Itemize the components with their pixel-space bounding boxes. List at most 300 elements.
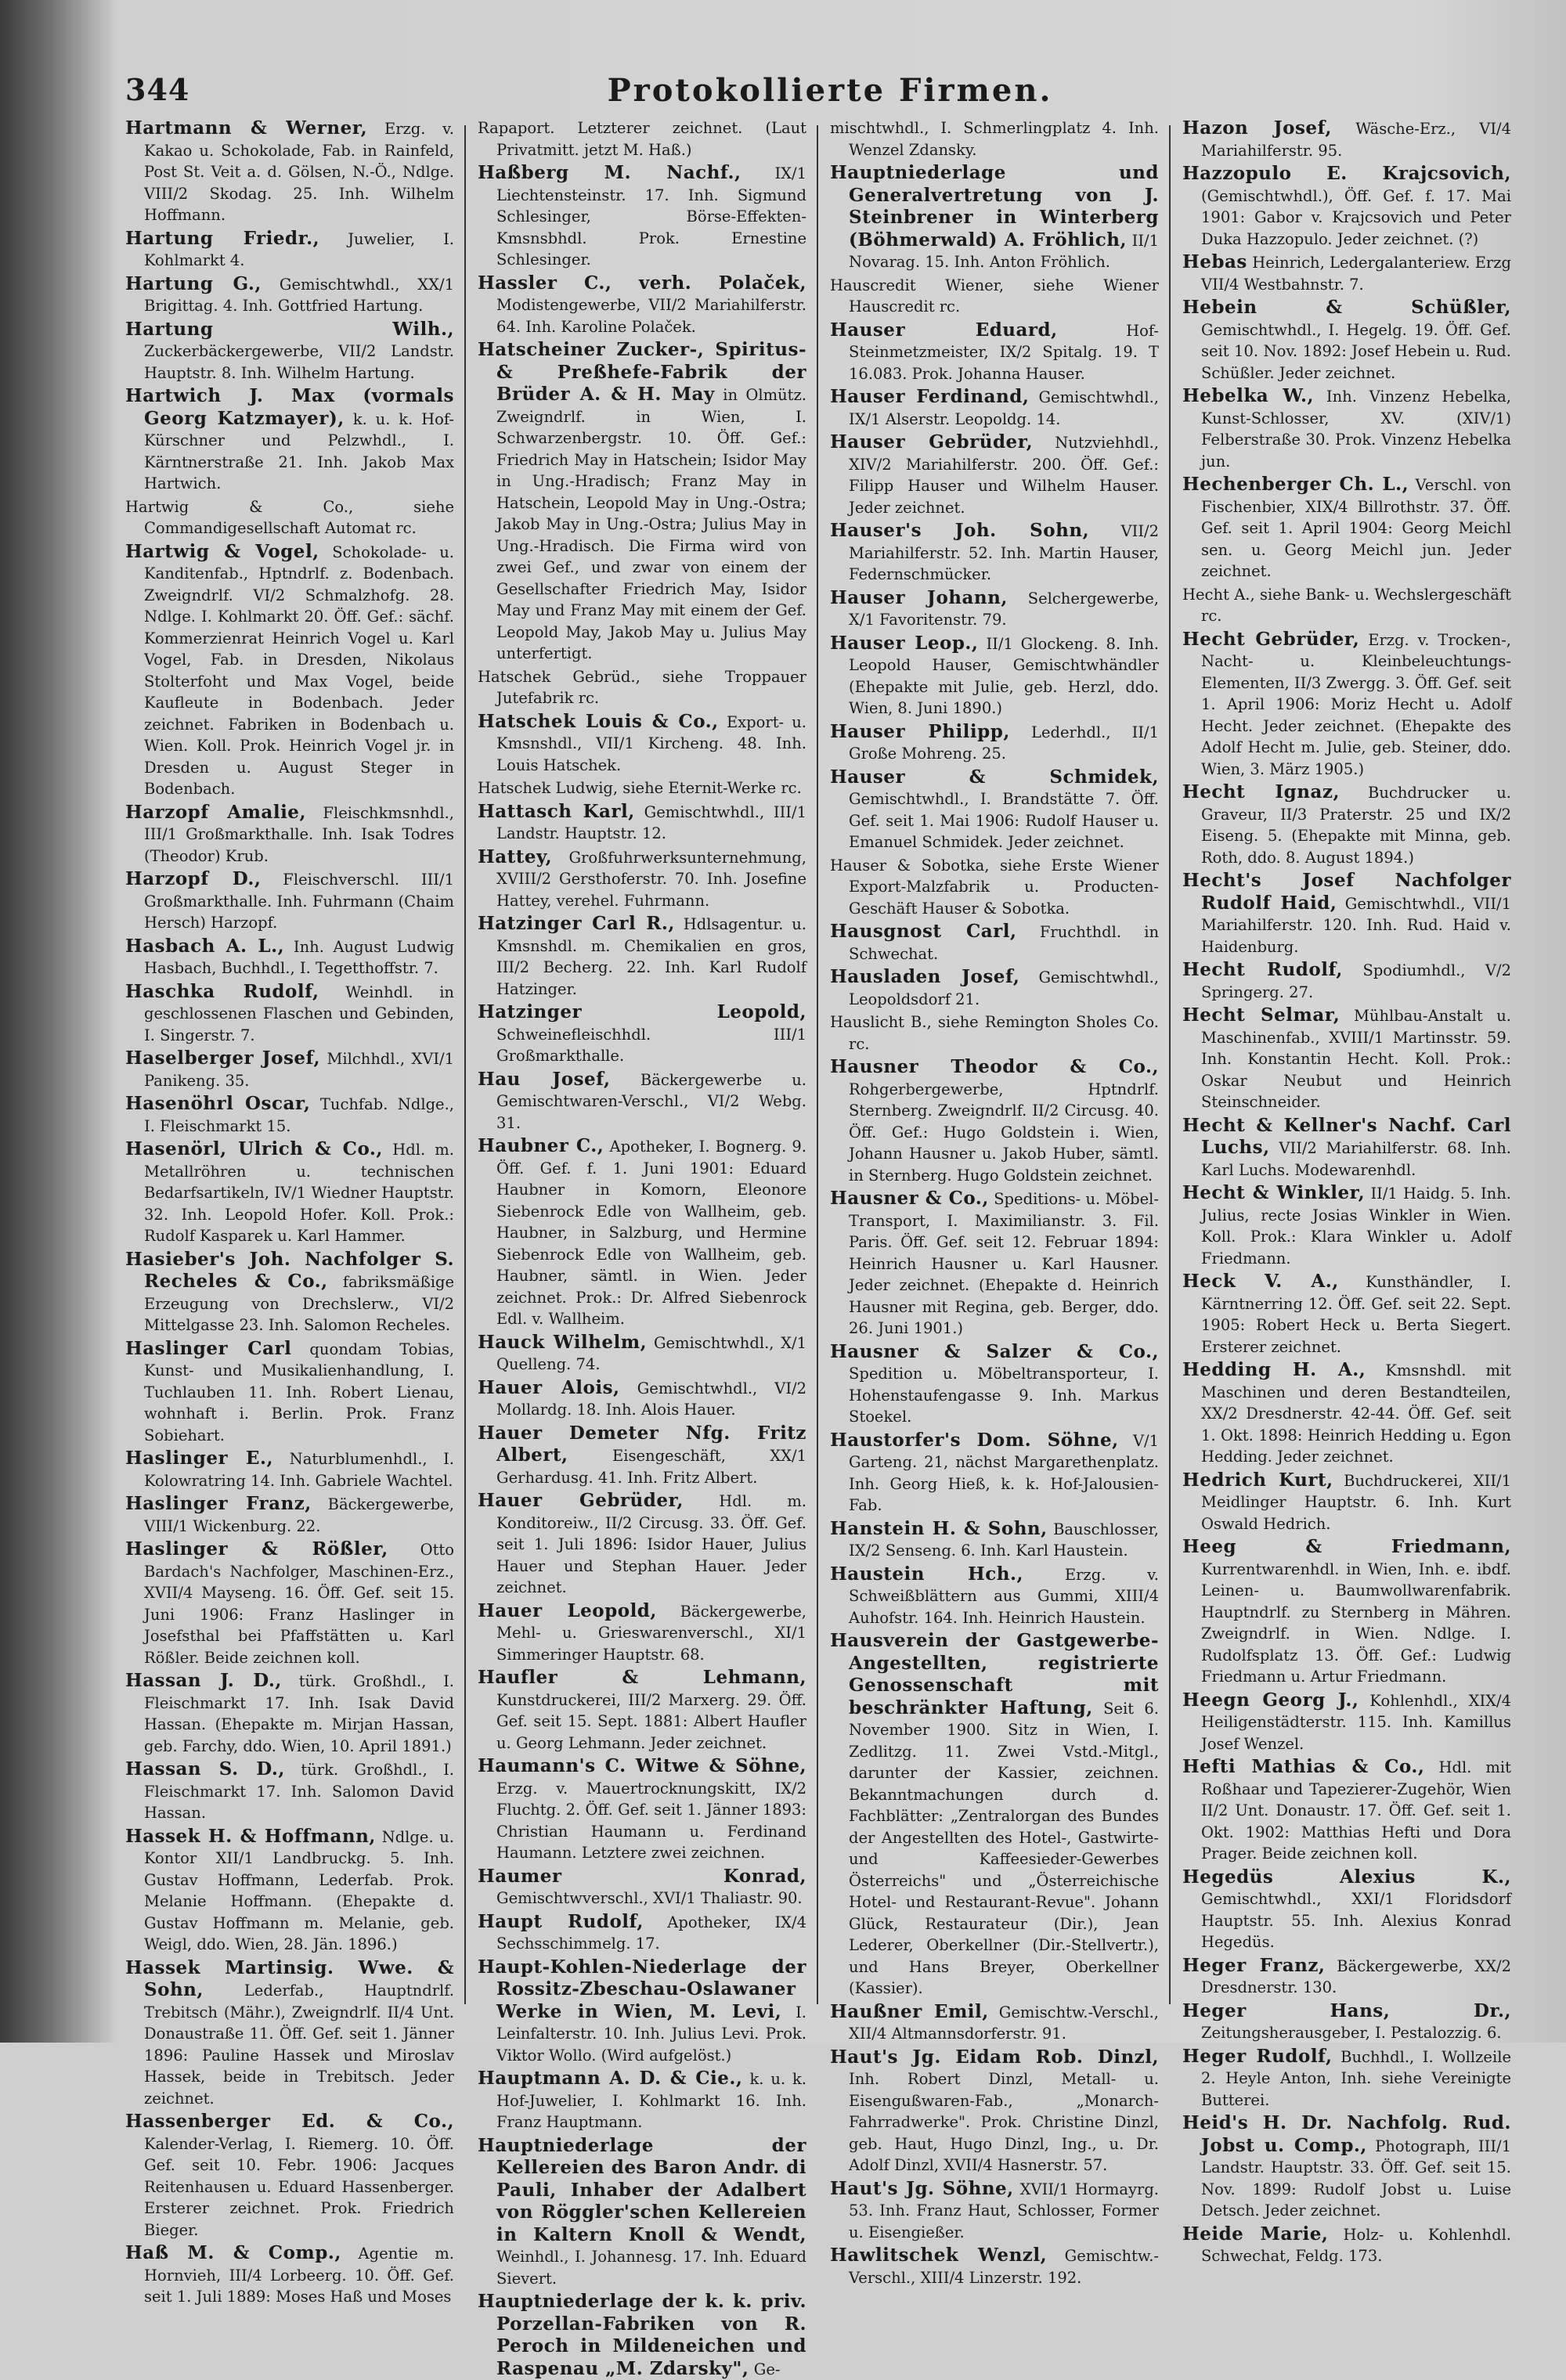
directory-entry (478, 117, 806, 160)
firm-details: Hof-Steinmetzmeister, IX/2 Spitalg. 19. T 16.083. Prok. Johanna Hauser. (849, 321, 1159, 383)
firm-name: Hechenberger Ch. L., (1182, 474, 1409, 495)
column-1 (125, 117, 455, 2306)
firm-name: Hebas (1182, 251, 1247, 272)
firm-details: Inh. Vinzenz Hebelka, Kunst-Schlosser, XV. (XIV/1) Felberstraße 30. Prok. Vinzenz Hebelka jun. (1201, 388, 1511, 471)
directory-entry (478, 801, 806, 845)
directory-entry (125, 1493, 454, 1537)
firm-details: Lederfab., Hauptndrlf. Trebitsch (Mähr.), Zweigndrlf. II/4 Unt. Donaustraße 11. Öff. Gef. seit 1. Jänner 1896: Pauline Hassek und Miroslav Hassek, beide in Trebitsch. Jeder zeichnet. (144, 1982, 454, 2108)
firm-details: Ge- (753, 2360, 781, 2378)
directory-entry (830, 855, 1159, 920)
firm-name: Hebein & Schüßler, (1182, 297, 1511, 318)
firm-name: Haupt Rudolf, (478, 1910, 644, 1932)
firm-name: Hatscheiner Zucker-, Spiritus- & Preßhefe-Fabrik der Brüder A. & H. May (478, 339, 806, 405)
firm-name: Hassek Martinsig. Wwe. & Sohn, (125, 1956, 454, 2000)
firm-details: Wäsche-Erz., VI/4 Mariahilferstr. 95. (1201, 120, 1512, 160)
firm-name: Heide Marie, (1182, 2223, 1329, 2245)
firm-name: Heger Hans, Dr., (1182, 2000, 1511, 2021)
column-3 (830, 117, 1160, 2287)
firm-name: Hattey, (478, 846, 553, 867)
firm-details: Bauschlosser, IX/2 Senseng. 6. Inh. Karl Haustein. (849, 1520, 1160, 1560)
directory-entry (1182, 474, 1511, 582)
firm-details: Speditions- u. Möbel-Transport, I. Maximilianstr. 3. Fil. Paris. Öff. Gef. seit 12. Februar 1894: Heinrich Hausner u. Karl Hausner. Jeder zeichnet. (Ehepakte d. Heinrich Hausner mit Regina, geb. Berger, ddo. 26. Juni 1901.) (849, 1190, 1159, 1337)
firm-name: Hausgnost Carl, (830, 921, 1017, 942)
firm-details: IX/1 Liechtensteinstr. 17. Inh. Sigmund Schlesinger, Börse-Effekten-Kmsnsbhdl. Prok. Ernestine Schlesinger. (496, 164, 806, 269)
firm-name: Haupt-Kohlen-Niederlage der Rossitz-Zbeschau-Oslawaner Werke in Wien, M. Levi, (478, 1956, 806, 2022)
firm-details: Gemischtwhdl., XX/1 Brigittag. 4. Inh. Gottfried Hartung. (144, 275, 454, 315)
firm-details: Hauslicht B., siehe Remington Sholes Co. rc. (830, 1013, 1159, 1053)
directory-entry (125, 2111, 454, 2241)
directory-entry (478, 777, 806, 799)
directory-entry (1182, 629, 1511, 781)
directory-entry (478, 913, 806, 1000)
firm-name: Hau Josef, (478, 1068, 611, 1090)
firm-name: Hauser Philipp, (830, 720, 1010, 742)
directory-entry (1182, 1756, 1511, 1865)
firm-details: Inh. August Ludwig Hasbach, Buchhdl., I. Tegetthoffstr. 7. (144, 937, 454, 977)
firm-details: Gemischtwhdl., I. Brandstätte 7. Öff. Gef. seit 1. Mai 1906: Rudolf Hauser u. Emanuel Schmidek. Jeder zeichnet. (849, 790, 1159, 851)
directory-entry (125, 1249, 454, 1336)
firm-details: Fleischkmsnhdl., III/1 Großmarkthalle. Inh. Isak Todres (Theodor) Krub. (144, 803, 454, 865)
column-2 (478, 117, 807, 2379)
firm-name: Hausner & Salzer & Co., (830, 1340, 1159, 1362)
directory-entry (478, 339, 806, 665)
directory-entry (830, 633, 1159, 719)
firm-name: Haut's Jg. Eidam Rob. Dinzl, (830, 2046, 1159, 2068)
firm-details: mischtwhdl., I. Schmerlingplatz 4. Inh. Wenzel Zdansky. (830, 119, 1159, 159)
firm-details: Gemischtwverschl., XVI/1 Thaliastr. 90. (496, 1889, 803, 1907)
firm-name: Hauck Wilhelm, (478, 1331, 648, 1353)
firm-name: Hauer Leopold, (478, 1599, 657, 1621)
directory-entry (125, 1957, 454, 2110)
directory-entry (830, 162, 1159, 273)
firm-details: Inh. Robert Dinzl, Metall- u. Eisengußwaren-Fab., „Monarch-Fahrradwerke". Prok. Christine Dinzl, geb. Haut, Hugo Dinzl, Ing., u. Dr. Adolf Dinzl, XVII/4 Hasnerstr. 57. (849, 2070, 1159, 2174)
firm-name: Hatzinger Leopold, (478, 1001, 806, 1022)
directory-entry (1182, 1689, 1511, 1755)
directory-entry (478, 711, 806, 777)
directory-entry (1182, 1271, 1511, 1358)
firm-name: Hasbach A. L., (125, 935, 285, 957)
firm-name: Hartwig & Vogel, (125, 540, 319, 562)
directory-entry (125, 1538, 454, 1668)
firm-details: Ndlge. u. Kontor XII/1 Landbruckg. 5. Inh. Gustav Hoffmann, Lederfab. Prok. Melanie Hoffmann. (Ehepakte d. Gustav Hoffmann m. Melanie, geb. Weigl, ddo. Wien, 28. Jän. 1896.) (144, 1827, 454, 1953)
firm-details: II/1 Glockeng. 8. Inh. Leopold Hauser, Gemischtwhändler (Ehepakte mit Julie, geb. Herzl, ddo. Wien, 8. Juni 1890.) (849, 634, 1159, 717)
directory-entry (1182, 2046, 1511, 2111)
firm-details: Milchhdl., XVI/1 Panikeng. 35. (144, 1050, 454, 1090)
firm-name: Hausner & Co., (830, 1188, 989, 1209)
directory-entry (830, 117, 1159, 160)
firm-name: Haschka Rudolf, (125, 980, 319, 1002)
firm-details: Kurrentwarenhdl. in Wien, Inh. e. ibdf. Leinen- u. Baumwollwarenfabrik. Hauptndrlf. zu Sternberg in Mähren. Zweigndrlf. in Wien. Ndlge. I. Rudolfsplatz 13. Öff. Gef.: Ludwig Friedmann u. Artur Friedmann. (1201, 1560, 1511, 1686)
firm-name: Heid's H. Dr. Nachfolg. Rud. Jobst u. Comp., (1182, 2112, 1511, 2156)
columns-container (125, 117, 1527, 2379)
directory-entry (125, 228, 454, 272)
directory-entry (1182, 584, 1511, 627)
firm-details: Hdl. mit Roßhaar und Tapezierer-Zugehör, Wien II/2 Unt. Donaustr. 17. Öff. Gef. seit 1. Okt. 1902: Matthias Hefti und Dora Prager. Beide zeichnen koll. (1201, 1758, 1511, 1863)
firm-name: Hauptniederlage der k. k. priv. Porzellan-Fabriken von R. Peroch in Mildeneichen und Raspenau „M. Zdarsky", (478, 2291, 806, 2379)
directory-entry (478, 1069, 806, 1134)
firm-details: Gemischtwhdl., I. Hegelg. 19. Öff. Gef. seit 10. Nov. 1892: Josef Hebein u. Rud. Schüßler. Jeder zeichnet. (1201, 320, 1511, 382)
firm-details: k. u. k. Hof-Kürschner und Pelzwhdl., I. Kärntnerstraße 21. Inh. Jakob Max Hartwich. (144, 409, 454, 492)
firm-name: Haslinger Carl (125, 1337, 292, 1359)
directory-entry (1182, 959, 1511, 1003)
firm-details: I. Leinfalterstr. 10. Inh. Julius Levi. Prok. Viktor Wollo. (Wird aufgelöst.) (496, 2003, 807, 2064)
firm-name: Haß M. & Comp., (125, 2242, 341, 2263)
firm-details: Otto Bardach's Nachfolger, Maschinen-Erz., XVII/4 Mayseng. 16. Öff. Gef. seit 15. Juni 1906: Franz Haslinger in Josefsthal bei Pfaffstätten u. Karl Rößler. Beide zeichnen koll. (144, 1541, 454, 1667)
directory-entry (1182, 1115, 1511, 1181)
directory-entry (1182, 1359, 1511, 1468)
firm-details: Photograph, III/1 Landstr. Hauptstr. 33. Öff. Gef. seit 15. Nov. 1899: Rudolf Jobst u. Luise Detsch. Jeder zeichnet. (1201, 2137, 1512, 2220)
firm-name: Hecht & Kellner's Nachf. Carl Luchs, (1182, 1114, 1511, 1158)
directory-entry (478, 1423, 806, 1489)
firm-details: Zeitungsherausgeber, I. Pestalozzig. 6. (1201, 2024, 1502, 2042)
firm-details: Zuckerbäckergewerbe, VII/2 Landstr. Hauptstr. 8. Inh. Wilhelm Hartung. (144, 342, 454, 382)
firm-details: k. u. k. Hof-Juwelier, I. Kohlmarkt 16. Inh. Franz Hauptmann. (496, 2070, 807, 2131)
directory-entry (830, 1430, 1159, 1516)
directory-entry (830, 386, 1159, 430)
firm-details: Erzg. v. Schweißblättern aus Gummi, XIII/4 Auhofstr. 164. Inh. Heinrich Haustein. (849, 1565, 1159, 1627)
directory-entry (125, 1670, 454, 1757)
directory-entry (125, 1826, 454, 1956)
firm-details: Modistengewerbe, VII/2 Mariahilferstr. 64. Inh. Karoline Polaček. (496, 296, 806, 336)
firm-name: Hassler C., verh. Polaček, (478, 272, 806, 294)
directory-entry (830, 2046, 1159, 2176)
directory-entry (1182, 1536, 1511, 1688)
firm-details: Selchergewerbe, X/1 Favoritenstr. 79. (849, 589, 1159, 629)
directory-entry (1182, 297, 1511, 384)
firm-details: Apotheker, IX/4 Sechsschimmelg. 17. (496, 1913, 807, 1953)
firm-details: Eisengeschäft, XX/1 Gerhardusg. 41. Inh. Fritz Albert. (496, 1447, 806, 1487)
firm-details: Hdlsagentur. u. Kmsnshdl. m. Chemikalien en gros, III/2 Becherg. 22. Inh. Karl Rudolf Hatzinger. (496, 915, 806, 998)
firm-name: Hausladen Josef, (830, 966, 1020, 987)
firm-details: Bäckergewerbe, XX/2 Dresdnerstr. 130. (1201, 1956, 1511, 1996)
directory-entry (125, 1093, 454, 1137)
firm-name: Hedrich Kurt, (1182, 1469, 1333, 1491)
firm-details: Gemischtwhdl., VI/2 Mollardg. 18. Inh. Alois Hauer. (496, 1379, 807, 1419)
directory-entry (125, 385, 454, 495)
directory-entry (478, 272, 806, 338)
firm-name: Hassenberger Ed. & Co., (125, 2111, 454, 2132)
firm-name: Hauser Johann, (830, 586, 1008, 608)
firm-name: Hauser & Schmidek, (830, 766, 1159, 788)
directory-entry (478, 1377, 806, 1421)
directory-entry (125, 541, 454, 800)
firm-details: Rapaport. Letzterer zeichnet. (Laut Privatmitt. jetzt M. Haß.) (478, 119, 806, 159)
firm-details: Großfuhrwerksunternehmung, XVIII/2 Gersthoferstr. 70. Inh. Josefine Hattey, verehel. Fuhrmann. (496, 848, 806, 910)
firm-details: Gemischtwhdl., III/1 Landstr. Hauptstr. 12. (496, 802, 806, 842)
firm-details: Buchhdl., I. Wollzeile 2. Heyle Anton, Inh. siehe Vereinigte Butterei. (1201, 2047, 1511, 2109)
firm-details: Bäckergewerbe, Mehl- u. Grieswarenverschl., XI/1 Simmeringer Hauptstr. 68. (496, 1602, 807, 1664)
firm-name: Hassan J. D., (125, 1670, 282, 1691)
firm-details: Agentie m. Hornvieh, III/4 Lorbeerg. 10. Öff. Gef. seit 1. Juli 1889: Moses Haß und Moses (144, 2245, 454, 2306)
firm-name: Hassan S. D., (125, 1758, 285, 1780)
firm-name: Hausverein der Gastgewerbe-Angestellten, registrierte Genossenschaft mit beschränkter Haftung, (830, 1630, 1159, 1718)
directory-entry (125, 117, 454, 226)
directory-entry (1182, 2112, 1511, 2222)
directory-entry (478, 1866, 806, 1909)
firm-name: Hasieber's Joh. Nachfolger S. Recheles & Co., (125, 1248, 454, 1292)
firm-details: quondam Tobias, Kunst- und Musikalienhandlung, I. Tuchlauben 11. Inh. Robert Lienau, wohnhaft i. Berlin. Prok. Franz Sobiehart. (144, 1340, 455, 1444)
directory-entry (1182, 385, 1511, 472)
directory-entry (125, 981, 454, 1047)
directory-entry (830, 1012, 1159, 1055)
firm-details: Gemischtw.-Verschl., XII/4 Altmannsdorferstr. 91. (849, 2003, 1159, 2043)
firm-name: Harzopf D., (125, 868, 262, 889)
firm-details: Erzg. v. Mauertrocknungskitt, IX/2 Fluchtg. 2. Öff. Gef. seit 1. Jänner 1893: Christian Haumann u. Ferdinand Haumann. Letztere zwei zeichnen. (496, 1779, 806, 1862)
firm-name: Heck V. A., (1182, 1271, 1339, 1292)
firm-name: Hauptmann A. D. & Cie., (478, 2068, 743, 2089)
firm-details: Naturblumenhdl., I. Kolowratring 14. Inh. Gabriele Wachtel. (144, 1450, 454, 1490)
firm-name: Hanstein H. & Sohn, (830, 1517, 1048, 1539)
directory-entry (1182, 1182, 1511, 1269)
firm-details: Kunstdruckerei, III/2 Marxerg. 29. Öff. Gef. seit 15. Sept. 1881: Albert Haufler u. Georg Lehmann. Jeder zeichnet. (496, 1690, 806, 1752)
directory-entry (830, 1630, 1159, 2000)
firm-name: Hauser Ferdinand, (830, 386, 1030, 407)
firm-details: Kmsnshdl. mit Maschinen und deren Bestandteilen, XX/2 Dresdnerstr. 42-44. Öff. Gef. seit 1. Okt. 1898: Heinrich Hedding u. Egon Hedding. Jeder zeichnet. (1201, 1361, 1512, 1466)
firm-details: Hartwig & Co., siehe Commandigesellschaft Automat rc. (125, 497, 454, 537)
firm-name: Hecht Selmar, (1182, 1004, 1340, 1026)
firm-details: Kalender-Verlag, I. Riemerg. 10. Öff. Gef. seit 10. Febr. 1906: Jacques Reitenhausen u. Eduard Hassenberger. Ersterer zeichnet. Prok. Friedrich Bieger. (144, 2134, 454, 2239)
directory-entry (830, 1563, 1159, 1629)
directory-entry (478, 162, 806, 271)
firm-details: Lederhdl., II/1 Große Mohreng. 25. (849, 723, 1159, 763)
directory-entry (1182, 1955, 1511, 1999)
firm-details: türk. Großhdl., I. Fleischmarkt 17. Inh. Salomon David Hassan. (144, 1761, 455, 1822)
firm-name: Haubner C., (478, 1135, 604, 1156)
directory-entry (125, 1048, 454, 1091)
firm-details: Spedition u. Möbeltransporteur, I. Hohenstaufengasse 9. Inh. Markus Stoekel. (849, 1365, 1159, 1426)
firm-name: Harzopf Amalie, (125, 801, 306, 823)
firm-details: Hatschek Ludwig, siehe Eternit-Werke rc. (478, 779, 802, 797)
firm-name: Hecht Gebrüder, (1182, 628, 1360, 650)
directory-entry (125, 1338, 454, 1447)
firm-details: Gemischtw.-Verschl., XIII/4 Linzerstr. 192. (849, 2247, 1160, 2287)
directory-entry (830, 2245, 1159, 2288)
directory-entry (1182, 2223, 1511, 2267)
firm-name: Haslinger Franz, (125, 1493, 312, 1514)
firm-name: Hauser's Joh. Sohn, (830, 520, 1090, 541)
firm-details: Gemischtwhdl., IX/1 Alserstr. Leopoldg. 14. (849, 388, 1159, 428)
directory-entry (125, 936, 454, 979)
directory-entry (830, 2178, 1159, 2244)
firm-name: Hecht & Winkler, (1182, 1182, 1366, 1203)
column-rule (817, 125, 818, 2004)
directory-entry (830, 275, 1159, 318)
firm-details: Erzg. v. Trocken-, Nacht- u. Kleinbeleuchtungs-Elementen, II/3 Zwergg. 3. Öff. Gef. seit 1. April 1906: Moriz Hecht u. Adolf Hecht. Jeder zeichnet. (Ehepakte des Adolf Hecht m. Julie, geb. Steiner, ddo. Wien, 3. März 1905.) (1201, 630, 1512, 778)
firm-details: VII/2 Mariahilferstr. 68. Inh. Karl Luchs. Modewarenhdl. (1201, 1139, 1511, 1179)
firm-name: Hawlitschek Wenzl, (830, 2245, 1048, 2266)
firm-details: Schokolade- u. Kanditenfab., Hptndrlf. z. Bodenbach. Zweigndrlf. VI/2 Schmalzhofg. 28. Ndlge. I. Kohlmarkt 20. Öff. Gef.: sächf. Kommerzienrat Heinrich Vogel u. Karl Vogel, Fab. in Dresden, Nikolaus Stolterfoht und Max Vogel, beide Kaufleute in Bodenbach. Jeder zeichnet. Fabriken in Bodenbach u. Wien. Koll. Prok. Heinrich Vogel jr. in Dresden u. August Steger in Bodenbach. (144, 543, 454, 798)
firm-details: Hdl. m. Konditoreiw., II/2 Circusg. 33. Öff. Gef. seit 1. Juli 1896: Isidor Hauer, Julius Hauer und Stephan Hauer. Jeder zeichnet. (496, 1492, 807, 1596)
directory-entry (478, 1667, 806, 1754)
running-title: Protokollierte Firmen. (607, 72, 1053, 109)
directory-entry (830, 766, 1159, 853)
directory-entry (1182, 251, 1511, 295)
firm-details: Apotheker, I. Bognerg. 9. Öff. Gef. f. 1. Juni 1901: Eduard Haubner in Komorn, Eleonore Siebenrock Edle von Wallheim, geb. Haubner, in Salzburg, und Hermine Siebenrock Edle von Wallheim, geb. Haubner, sämtl. in Wien. Jeder zeichnet. Prok.: Dr. Alfred Siebenrock Edl. v. Wallheim. (496, 1138, 806, 1328)
firm-details: Bäckergewerbe u. Gemischtwaren-Verschl., VI/2 Webg. 31. (496, 1070, 806, 1132)
directory-entry (125, 2242, 454, 2308)
directory-entry (830, 1518, 1159, 1562)
firm-details: Gemischtwhdl., X/1 Quelleng. 74. (496, 1333, 806, 1373)
firm-details: VII/2 Mariahilferstr. 52. Inh. Martin Hauser, Federnschmücker. (849, 522, 1160, 583)
firm-name: Hebelka W., (1182, 385, 1314, 406)
firm-details: Spodiumhdl., V/2 Springerg. 27. (1201, 961, 1511, 1001)
directory-entry (478, 846, 806, 912)
directory-entry (125, 1448, 454, 1491)
directory-entry (125, 496, 454, 539)
directory-entry (125, 1758, 454, 1824)
directory-entry (830, 431, 1159, 518)
directory-entry (830, 319, 1159, 385)
firm-name: Heger Franz, (1182, 1954, 1326, 1976)
directory-entry (125, 1138, 454, 1247)
directory-entry (1182, 1866, 1511, 1953)
firm-details: Fruchthdl. in Schwechat. (849, 923, 1159, 963)
firm-name: Hazon Josef, (1182, 117, 1332, 139)
firm-name: Hecht's Josef Nachfolger Rudolf Haid, (1182, 870, 1511, 914)
firm-details: Gemischtwhdl., VII/1 Mariahilferstr. 120. Inh. Rud. Haid v. Haidenburg. (1201, 894, 1512, 956)
directory-entry (830, 921, 1159, 965)
firm-name: Haumann's C. Witwe & Söhne, (478, 1755, 806, 1776)
column-rule (464, 125, 466, 2004)
firm-details: Hatschek Gebrüd., siehe Troppauer Jutefabrik rc. (478, 667, 806, 707)
firm-name: Hartung Wilh., (125, 318, 454, 340)
firm-name: Hecht Ignaz, (1182, 781, 1340, 802)
firm-details: in Olmütz. Zweigndrlf. in Wien, I. Schwarzenbergstr. 10. Öff. Gef.: Friedrich May in Hatschein; Isidor May in Ung.-Hradisch; Franz May in Hatschein, Leopold May in Ung.-Ostra; Jakob May in Ung.-Ostra; Julius May in Ung.-Hradisch. Die Firma wird von zwei Gef., und zwar von einem der Gesellschafter Friedrich May, Isidor May und Franz May mit einem der Gef. Leopold May, Jakob May u. Julius May unterfertigt. (496, 386, 806, 662)
firm-name: Haumer Konrad, (478, 1865, 806, 1887)
directory-entry (478, 1332, 806, 1376)
firm-details: fabriksmäßige Erzeugung von Drechslerw., VI/2 Mittelgasse 23. Inh. Salomon Recheles. (144, 1273, 454, 1334)
directory-entry (830, 1056, 1159, 1186)
firm-details: Kohlenhdl., XIX/4 Heiligenstädterstr. 115. Inh. Kamillus Josef Wenzel. (1201, 1691, 1512, 1753)
firm-name: Haßberg M. Nachf., (478, 162, 742, 183)
firm-name: Hartwich J. Max (vormals Georg Katzmayer), (125, 385, 454, 429)
firm-details: Heinrich, Ledergalanteriew. Erzg VII/4 Westbahnstr. 7. (1201, 254, 1512, 294)
firm-name: Hassek H. & Hoffmann, (125, 1825, 376, 1847)
firm-name: Hauer Gebrüder, (478, 1490, 684, 1511)
directory-entry (478, 2068, 806, 2133)
firm-name: Hazzopulo E. Krajcsovich, (1182, 163, 1511, 184)
firm-details: Tuchfab. Ndlge., I. Fleischmarkt 15. (144, 1095, 454, 1135)
firm-name: Hecht Rudolf, (1182, 959, 1343, 980)
firm-details: Mühlbau-Anstalt u. Maschinenfab., XVIII/1 Martinsstr. 59. Inh. Konstantin Hecht. Koll. Prok.: Oskar Neubut und Heinrich Steinschneider. (1201, 1007, 1511, 1111)
firm-name: Hasenöhrl Oscar, (125, 1093, 311, 1114)
firm-name: Heger Rudolf, (1182, 2045, 1333, 2067)
firm-details: Juwelier, I. Kohlmarkt 4. (144, 229, 454, 269)
directory-entry (478, 1911, 806, 1955)
column-4 (1182, 117, 1512, 2265)
directory-entry (478, 1001, 806, 1067)
directory-entry (1182, 163, 1511, 250)
firm-name: Heeg & Friedmann, (1182, 1536, 1511, 1557)
firm-name: Hegedüs Alexius K., (1182, 1866, 1511, 1888)
directory-entry (125, 273, 454, 317)
firm-details: Hdl. m. Metallröhren u. technischen Bedarfsartikeln, IV/1 Wiedner Hauptstr. 32. Inh. Leopold Hofer. Koll. Prok.: Rudolf Kasparek u. Karl Hammer. (144, 1141, 454, 1245)
directory-entry (830, 2001, 1159, 2045)
firm-name: Hauptniederlage der Kellereien des Baron Andr. di Pauli, Inhaber der Adalbert von Röggler'schen Kellereien in Kaltern Knoll & Wendt, (478, 2134, 806, 2245)
firm-details: V/1 Garteng. 21, nächst Margarethenplatz. Inh. Georg Hieß, k. k. Hof-Jalousien-Fab. (849, 1431, 1160, 1514)
firm-details: Weinhdl. in geschlossenen Flaschen und Gebinden, I. Singerstr. 7. (144, 983, 454, 1044)
firm-name: Hasenörl, Ulrich & Co., (125, 1138, 383, 1159)
directory-entry (478, 2135, 806, 2290)
page-number: 344 (125, 72, 190, 107)
firm-details: Hauscredit Wiener, siehe Wiener Hauscredit rc. (830, 276, 1159, 316)
firm-details: Gemischtwhdl., Leopoldsdorf 21. (849, 968, 1159, 1008)
firm-details: Schweinefleischhdl. III/1 Großmarkthalle. (496, 1025, 806, 1065)
firm-name: Haufler & Lehmann, (478, 1667, 806, 1688)
directory-entry (478, 2291, 806, 2380)
firm-name: Hattasch Karl, (478, 800, 635, 822)
directory-entry (125, 802, 454, 867)
directory-entry (1182, 781, 1511, 868)
firm-details: Weinhdl., I. Johannesg. 17. Inh. Eduard Sievert. (496, 2248, 806, 2288)
directory-entry (830, 1341, 1159, 1428)
directory-entry (1182, 1469, 1511, 1535)
column-rule (1169, 125, 1171, 2004)
firm-name: Hatschek Louis & Co., (478, 710, 719, 732)
firm-name: Hauser Leop., (830, 632, 979, 654)
directory-entry (478, 1956, 806, 2067)
firm-name: Hefti Mathias & Co., (1182, 1756, 1425, 1777)
directory-entry (830, 721, 1159, 765)
firm-name: Hartmann & Werner, (125, 117, 368, 139)
firm-name: Hartung G., (125, 272, 262, 294)
directory-entry (125, 868, 454, 934)
firm-details: Export- u. Kmsnshdl., VII/1 Kircheng. 48. Inh. Louis Hatschek. (496, 712, 806, 774)
directory-entry (1182, 870, 1511, 957)
directory-entry (1182, 117, 1511, 161)
firm-details: Erzg. v. Kakao u. Schokolade, Fab. in Rainfeld, Post St. Veit a. d. Gölsen, N.-Ö., Ndlge. VIII/2 Skodag. 25. Inh. Wilhelm Hoffmann. (144, 120, 454, 224)
firm-name: Haslinger & Rößler, (125, 1538, 388, 1560)
firm-name: Haußner Emil, (830, 2000, 989, 2022)
firm-details: Verschl. von Fischenbier, XIX/4 Billrothstr. 37. Öff. Gef. seit 1. April 1904: Georg Meichl sen. u. Georg Meichl jun. Jeder zeichnet. (1201, 476, 1511, 580)
firm-name: Hauer Alois, (478, 1376, 620, 1398)
directory-entry (478, 1490, 806, 1599)
firm-name: Hausner Theodor & Co., (830, 1056, 1159, 1077)
firm-name: Haustein Hch., (830, 1563, 1024, 1585)
directory-entry (1182, 1004, 1511, 1113)
directory-entry (830, 587, 1159, 631)
firm-name: Hauser Eduard, (830, 319, 1058, 341)
firm-name: Heegn Georg J., (1182, 1689, 1359, 1711)
firm-details: Hecht A., siehe Bank- u. Wechslergeschäft rc. (1182, 585, 1511, 625)
firm-details: XVII/1 Hormayrg. 53. Inh. Franz Haut, Schlosser, Former u. Eisengießer. (849, 2180, 1160, 2241)
firm-details: Hauser & Sobotka, siehe Erste Wiener Export-Malzfabrik u. Producten-Geschäft Hauser & Sobotka. (830, 856, 1159, 918)
firm-details: Bäckergewerbe, VIII/1 Wickenburg. 22. (144, 1495, 455, 1535)
firm-details: II/1 Novarag. 15. Inh. Anton Fröhlich. (849, 231, 1160, 271)
firm-name: Hauser Gebrüder, (830, 431, 1034, 453)
directory-entry (478, 1755, 806, 1864)
directory-entry (125, 319, 454, 384)
firm-name: Haut's Jg. Söhne, (830, 2177, 1014, 2199)
directory-entry (478, 1135, 806, 1330)
firm-name: Hauptniederlage und Generalvertretung von J. Steinbrener in Winterberg (Böhmerwald) A. Fröhlich, (830, 162, 1159, 251)
firm-details: Rohgerbergewerbe, Hptndrlf. Sternberg. Zweigndrlf. II/2 Circusg. 40. Öff. Gef.: Hugo Goldstein i. Wien, Johann Hausner u. Jakob Huber, sämtl. in Sternberg. Hugo Goldstein zeichnet. (849, 1080, 1159, 1185)
firm-details: Nutzviehhdl., XIV/2 Mariahilferstr. 200. Öff. Gef.: Filipp Hauser und Wilhelm Hauser. Jeder zeichnet. (849, 434, 1159, 517)
firm-name: Haustorfer's Dom. Söhne, (830, 1429, 1119, 1451)
firm-details: Kunsthändler, I. Kärntnerring 12. Öff. Gef. seit 22. Sept. 1905: Robert Heck u. Berta Siegert. Ersterer zeichnet. (1201, 1273, 1511, 1356)
directory-entry (830, 966, 1159, 1010)
firm-details: Buchdrucker u. Graveur, II/3 Praterstr. 25 und IX/2 Eiseng. 5. (Ehepakte mit Minna, geb. Roth, ddo. 8. August 1894.) (1201, 784, 1511, 867)
firm-details: Gemischtwhdl., XXI/1 Floridsdorf Hauptstr. 55. Inh. Alexius Konrad Hegedüs. (1201, 1890, 1511, 1951)
firm-name: Hedding H. A., (1182, 1359, 1366, 1380)
firm-details: türk. Großhdl., I. Fleischmarkt 17. Inh. Isak David Hassan. (Ehepakte m. Mirjan Hassan, geb. Farchy, ddo. Wien, 10. April 1891.) (144, 1672, 454, 1755)
directory-entry (478, 666, 806, 709)
firm-name: Haselberger Josef, (125, 1048, 320, 1069)
firm-details: (Gemischtwhdl.), Öff. Gef. f. 17. Mai 1901: Gabor v. Krajcsovich und Peter Duka Hazzopulo. Jeder zeichnet. (?) (1201, 186, 1511, 248)
firm-details: Fleischverschl. III/1 Großmarkthalle. Inh. Fuhrmann (Chaim Hersch) Harzopf. (144, 871, 454, 932)
firm-details: Holz- u. Kohlenhdl. Schwechat, Feldg. 173. (1201, 2225, 1512, 2265)
directory-entry (1182, 2000, 1511, 2044)
